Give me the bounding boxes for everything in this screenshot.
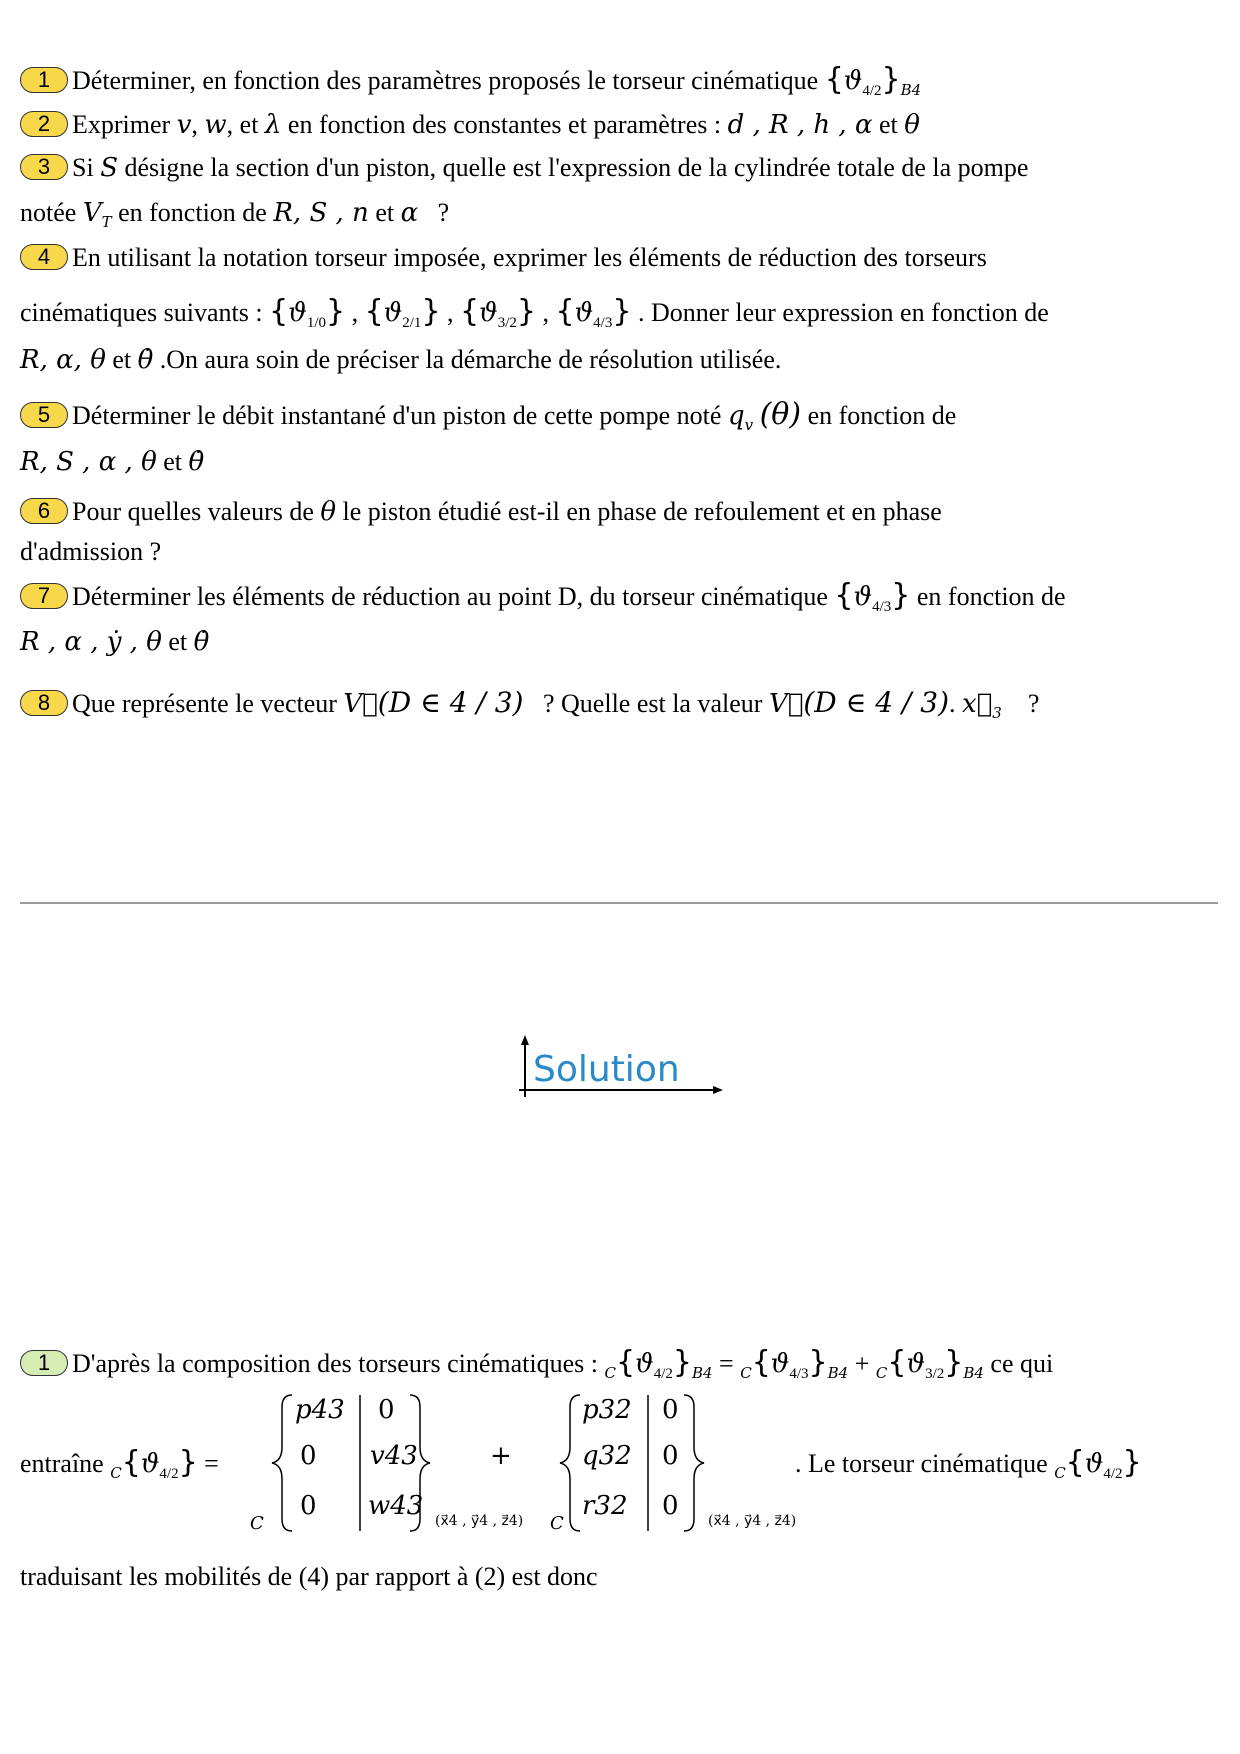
torseur-symbol: ϑ <box>770 1349 790 1379</box>
brace-close: } <box>516 294 536 329</box>
question-text: .On aura soin de préciser la démarche de résolution utilisée. <box>159 345 782 374</box>
question-text: le piston étudié est-il en phase de refoulement et en phase <box>342 497 942 526</box>
brace-close: } <box>421 294 441 329</box>
question-text: désigne la section d'un piston, quelle est l'expression de la cylindrée totale de la pompe <box>124 153 1029 182</box>
question-8 <box>20 686 1039 722</box>
answer-text: D'après la composition des torseurs cinématiques : <box>72 1349 599 1378</box>
math-theta: θ <box>320 497 337 527</box>
torseur-symbol: ϑ <box>853 582 873 612</box>
matrix-cell: 0 <box>300 1441 317 1471</box>
matrix-cell: q32 <box>582 1441 632 1471</box>
point-C: C <box>250 1513 264 1534</box>
math-vars: R, S , α , θ <box>20 447 157 477</box>
math-q: q <box>727 401 745 431</box>
torseur-symbol: ϑ <box>635 1349 654 1379</box>
solution-label: Solution <box>533 1049 680 1090</box>
question-number-badge: 8 <box>20 690 68 716</box>
answer-text: ce qui <box>990 1349 1054 1378</box>
math-alpha: α <box>400 198 419 228</box>
question-4 <box>20 243 987 273</box>
torseur-symbol: ϑ <box>479 298 498 328</box>
brace-open: { <box>616 1345 636 1380</box>
question-text: en fonction de <box>916 582 1066 611</box>
question-text: Exprimer <box>72 110 171 139</box>
math-vector-V: V⃗ <box>343 689 378 719</box>
question-mark: ? <box>1027 689 1040 718</box>
torseur-symbol: ϑ <box>574 298 594 328</box>
matrix-cell: 0 <box>300 1491 317 1521</box>
matrix-cell: r32 <box>582 1491 628 1521</box>
torseur-subscript: 3/2 <box>497 315 517 332</box>
word-et: et <box>168 627 188 656</box>
matrix-cell: p43 <box>295 1395 345 1425</box>
question-text: notée <box>20 198 77 227</box>
answer-1-entraine: entraîne $_C\{ϑ_{4/2}\}$ = <box>20 1445 219 1483</box>
torseur-subscript: 4/2 <box>1103 1466 1123 1483</box>
torseur-subscript: 4/3 <box>789 1366 809 1383</box>
torseur-subscript: 4/3 <box>872 599 892 616</box>
matrix-cell: 0 <box>378 1395 395 1425</box>
math-x3-sub: 3 <box>992 704 1002 723</box>
question-text: Si <box>72 153 94 182</box>
brace-open: { <box>834 578 854 613</box>
question-text: Déterminer, en fonction des paramètres proposés le torseur cinématique <box>72 66 819 95</box>
brace-open: { <box>121 1445 141 1480</box>
math-vars: R , α , ẏ , θ <box>20 627 162 657</box>
question-number-badge: 5 <box>20 402 68 428</box>
brace-open: { <box>751 1345 771 1380</box>
basis-label: (x⃗4 , y⃗4 , z⃗4) <box>435 1513 524 1529</box>
plus-sign: + <box>490 1441 512 1471</box>
matrix-cell: 0 <box>662 1491 679 1521</box>
brace-open: { <box>364 294 384 329</box>
brace-close: } <box>672 1345 692 1380</box>
question-number-badge: 6 <box>20 498 68 524</box>
question-1 <box>20 62 921 100</box>
math-theta: θ <box>904 110 920 140</box>
question-5-line-2 <box>20 447 204 477</box>
math-v: v <box>176 110 192 140</box>
question-text: En utilisant la notation torseur imposée, exprimer les éléments de réduction des torseurs <box>72 243 987 272</box>
basis-subscript: B4 <box>691 1364 713 1383</box>
question-number-badge: 2 <box>20 111 68 137</box>
math-vars: R, α, θ <box>20 345 106 375</box>
brace-close: } <box>325 294 346 329</box>
solution-link[interactable] <box>515 1035 725 1100</box>
question-6 <box>20 497 942 527</box>
torseur-subscript: 2/1 <box>402 315 422 332</box>
answer-number-badge: 1 <box>20 1350 68 1376</box>
torseur-symbol: ϑ <box>1084 1449 1104 1479</box>
torseur-subscript: 4/2 <box>653 1366 673 1383</box>
torseur-subscript: 4/2 <box>862 83 882 100</box>
word-et: et <box>112 345 132 374</box>
math-vector-arg: (D ∈ 4 / 3) <box>377 686 524 719</box>
math-lambda: λ <box>264 110 282 140</box>
question-number-badge: 4 <box>20 244 68 270</box>
answer-text: . Le torseur cinématique <box>795 1449 1048 1478</box>
question-4-line-2: cinématiques suivants : $\{ϑ_{1/0}\}$ , $\{ϑ_{2/1}\}$ , $\{ϑ_{3/2}\}$ , $\{ϑ_{4/3}\}$ . Donner leur expression en fonction de <box>20 294 1049 332</box>
word-et: et <box>163 447 182 476</box>
answer-1-tail <box>795 1445 1142 1483</box>
sep: , <box>191 110 198 139</box>
answer-1-last-line <box>20 1562 598 1592</box>
brace-close: } <box>808 1345 828 1380</box>
word-et: et <box>375 198 395 227</box>
math-q-arg: (θ) <box>759 397 802 432</box>
question-text: en fonction de <box>118 198 267 227</box>
dot-product: . <box>949 689 956 718</box>
brace-close: } <box>612 294 632 329</box>
math-VT: V <box>82 198 102 228</box>
question-7 <box>20 578 1066 616</box>
point-C: C <box>110 1464 122 1483</box>
basis-subscript: B4 <box>963 1364 984 1383</box>
question-text: Que représente le vecteur <box>72 689 337 718</box>
question-5 <box>20 397 956 434</box>
point-C: C <box>740 1364 752 1383</box>
torseur-symbol: ϑ <box>383 298 403 328</box>
brace-close: } <box>891 578 911 613</box>
question-text: d'admission ? <box>20 537 162 566</box>
torseur-symbol: ϑ <box>843 66 863 96</box>
plus-sign: + <box>854 1349 870 1378</box>
question-number-badge: 1 <box>20 67 68 93</box>
point-C: C <box>550 1513 564 1534</box>
point-C: C <box>1054 1464 1066 1483</box>
question-3-line-2 <box>20 198 449 231</box>
question-7-line-2 <box>20 627 209 657</box>
word-et: et <box>879 110 898 139</box>
brace-close: } <box>1122 1445 1142 1480</box>
separator-rule <box>20 902 1218 904</box>
brace-open: { <box>269 294 289 329</box>
question-text: en fonction de <box>807 401 957 430</box>
question-4-line-3 <box>20 345 781 375</box>
math-theta-dot: θ̇ <box>188 447 205 477</box>
question-text: ? Quelle est la valeur <box>542 689 763 718</box>
question-mark: ? <box>437 198 450 227</box>
torseur-symbol: ϑ <box>140 1449 160 1479</box>
question-text: Déterminer les éléments de réduction au point D, du torseur cinématique <box>72 582 828 611</box>
torseur-subscript: 4/3 <box>593 315 613 332</box>
answer-1 <box>20 1345 1053 1383</box>
basis-label: (x⃗4 , y⃗4 , z⃗4) <box>708 1513 797 1529</box>
point-C: C <box>875 1364 888 1383</box>
question-6-line-2 <box>20 537 161 567</box>
brace-open: { <box>460 294 480 329</box>
question-number-badge: 7 <box>20 583 68 609</box>
torseur-symbol: ϑ <box>906 1349 926 1379</box>
basis-subscript: B4 <box>900 81 922 100</box>
question-2 <box>20 110 920 140</box>
torseur-subscript: 1/0 <box>306 315 326 332</box>
basis-subscript: B4 <box>827 1364 849 1383</box>
math-vector-arg: (D ∈ 4 / 3) <box>803 686 950 719</box>
question-text: Déterminer le débit instantané d'un piston de cette pompe noté <box>72 401 722 430</box>
point-C: C <box>604 1364 616 1383</box>
question-text: . Donner leur expression en fonction de <box>637 298 1049 327</box>
brace-close: } <box>944 1345 964 1380</box>
matrix-cell: 0 <box>662 1441 679 1471</box>
question-text: cinématiques suivants : <box>20 298 263 327</box>
brace-close: } <box>178 1445 198 1480</box>
math-S: S <box>100 153 118 183</box>
torseur-subscript: 4/2 <box>159 1466 179 1483</box>
brace-open: { <box>887 1345 907 1380</box>
brace-open: { <box>1065 1445 1085 1480</box>
matrix-cell: p32 <box>582 1395 632 1425</box>
math-theta-dot: θ̇ <box>193 627 210 657</box>
math-w: w <box>204 110 227 140</box>
equals-sign: = <box>719 1349 734 1378</box>
brace-open: { <box>824 62 844 97</box>
math-vars: d , R , h , α <box>727 110 873 140</box>
brace-open: { <box>555 294 575 329</box>
math-vector-V: V⃗ <box>768 689 804 719</box>
answer-text: entraîne <box>20 1449 104 1478</box>
math-q-sub: v <box>744 416 754 435</box>
matrix-group <box>250 1385 810 1550</box>
torseur-subscript: 3/2 <box>925 1366 945 1383</box>
brace-close: } <box>881 62 901 97</box>
math-x3: x⃗ <box>962 689 993 719</box>
question-text: en fonction des constantes et paramètres : <box>287 110 722 139</box>
matrix-cell: 0 <box>662 1395 679 1425</box>
matrix-cell: w43 <box>368 1491 424 1521</box>
matrix-cell: v43 <box>370 1441 418 1471</box>
math-vars: R, S , n <box>273 198 369 228</box>
question-3 <box>20 153 1028 183</box>
answer-text: traduisant les mobilités de (4) par rapport à (2) est donc <box>20 1562 598 1591</box>
question-number-badge: 3 <box>20 154 68 180</box>
sep: , et <box>226 110 259 139</box>
question-text: Pour quelles valeurs de <box>72 497 314 526</box>
torseur-symbol: ϑ <box>288 298 307 328</box>
math-theta-dot: θ̇ <box>137 345 154 375</box>
math-VT-sub: T <box>101 213 112 232</box>
